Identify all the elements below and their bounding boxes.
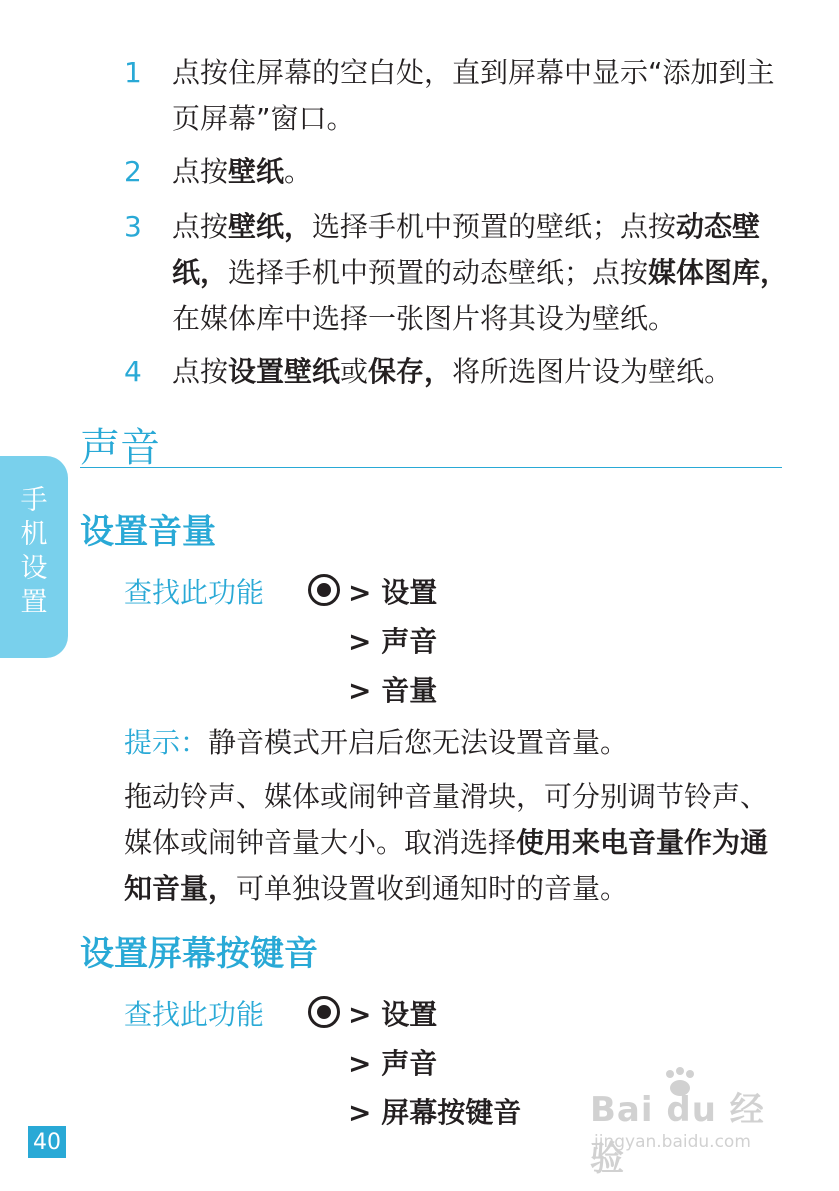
home-key-icon xyxy=(308,996,340,1028)
watermark-logo: Bai du 经验 xyxy=(590,1090,765,1179)
step-text-part: 选择手机中预置的壁纸；点按 xyxy=(312,210,677,243)
ui-term: 壁纸， xyxy=(228,210,313,243)
step-number: 4 xyxy=(124,355,142,388)
description-text: 拖动铃声、媒体或闹钟音量滑块，可分别调节铃声、媒体或闹钟音量大小。取消选择 xyxy=(124,780,769,859)
volume-subtitle: 设置音量 xyxy=(80,512,216,552)
side-tab-char: 手 xyxy=(20,485,48,516)
ui-term: 动态壁纸， xyxy=(172,210,761,289)
ui-term: 媒体图库， xyxy=(648,256,789,289)
ui-term: 设置壁纸 xyxy=(228,355,341,388)
step-number: 3 xyxy=(124,210,142,243)
menu-path-item: > 声音 xyxy=(348,1047,438,1080)
baidu-watermark xyxy=(590,1082,790,1179)
ui-term: 使用来电音量作为通知音量， xyxy=(124,826,769,905)
step-4 xyxy=(124,349,794,395)
step-text-part: 点按 xyxy=(172,155,229,188)
home-key-icon xyxy=(308,574,340,606)
tip-note xyxy=(124,720,794,766)
side-tab-char: 置 xyxy=(20,587,48,618)
step-text xyxy=(172,149,794,195)
step-number: 1 xyxy=(124,56,142,89)
section-divider xyxy=(80,467,782,468)
menu-path-item: > 音量 xyxy=(348,674,438,707)
step-text xyxy=(172,349,794,395)
find-feature-label: 查找此功能 xyxy=(124,998,265,1031)
chapter-side-tab xyxy=(0,456,68,658)
watermark-url: jingyan.baidu.com xyxy=(594,1132,751,1152)
step-number: 2 xyxy=(124,155,142,188)
page-number: 40 xyxy=(28,1126,66,1158)
step-text-part: 选择手机中预置的动态壁纸；点按 xyxy=(228,256,649,289)
description-text: 可单独设置收到通知时的音量。 xyxy=(236,872,629,905)
menu-path-item: > 设置 xyxy=(348,576,438,609)
step-text-part: 或 xyxy=(340,355,369,388)
step-text xyxy=(172,50,794,142)
step-text-part: 。 xyxy=(284,155,313,188)
ui-term: 壁纸 xyxy=(228,155,285,188)
step-text-part: 点按 xyxy=(172,210,229,243)
keytone-subtitle: 设置屏幕按键音 xyxy=(80,934,318,974)
menu-path-item: > 屏幕按键音 xyxy=(348,1096,522,1129)
menu-path-item: > 声音 xyxy=(348,625,438,658)
side-tab-char: 机 xyxy=(20,519,48,550)
step-3 xyxy=(124,204,794,342)
step-text-part: 在媒体库中选择一张图片将其设为壁纸。 xyxy=(172,302,677,335)
tip-label: 提示： xyxy=(124,726,209,759)
volume-description xyxy=(124,774,794,912)
tip-text: 静音模式开启后您无法设置音量。 xyxy=(208,726,629,759)
step-2 xyxy=(124,149,794,195)
menu-path-item: > 设置 xyxy=(348,998,438,1031)
side-tab-char: 设 xyxy=(20,553,48,584)
find-feature-label: 查找此功能 xyxy=(124,576,265,609)
step-text-part: 将所选图片设为壁纸。 xyxy=(452,355,733,388)
section-title: 声音 xyxy=(80,425,160,471)
step-1 xyxy=(124,50,794,142)
step-text xyxy=(172,204,794,342)
step-text-part: 点按 xyxy=(172,355,229,388)
ui-term: 保存， xyxy=(368,355,453,388)
step-text-part: 点按住屏幕的空白处，直到屏幕中显示“添加到主页屏幕”窗口。 xyxy=(172,56,775,135)
